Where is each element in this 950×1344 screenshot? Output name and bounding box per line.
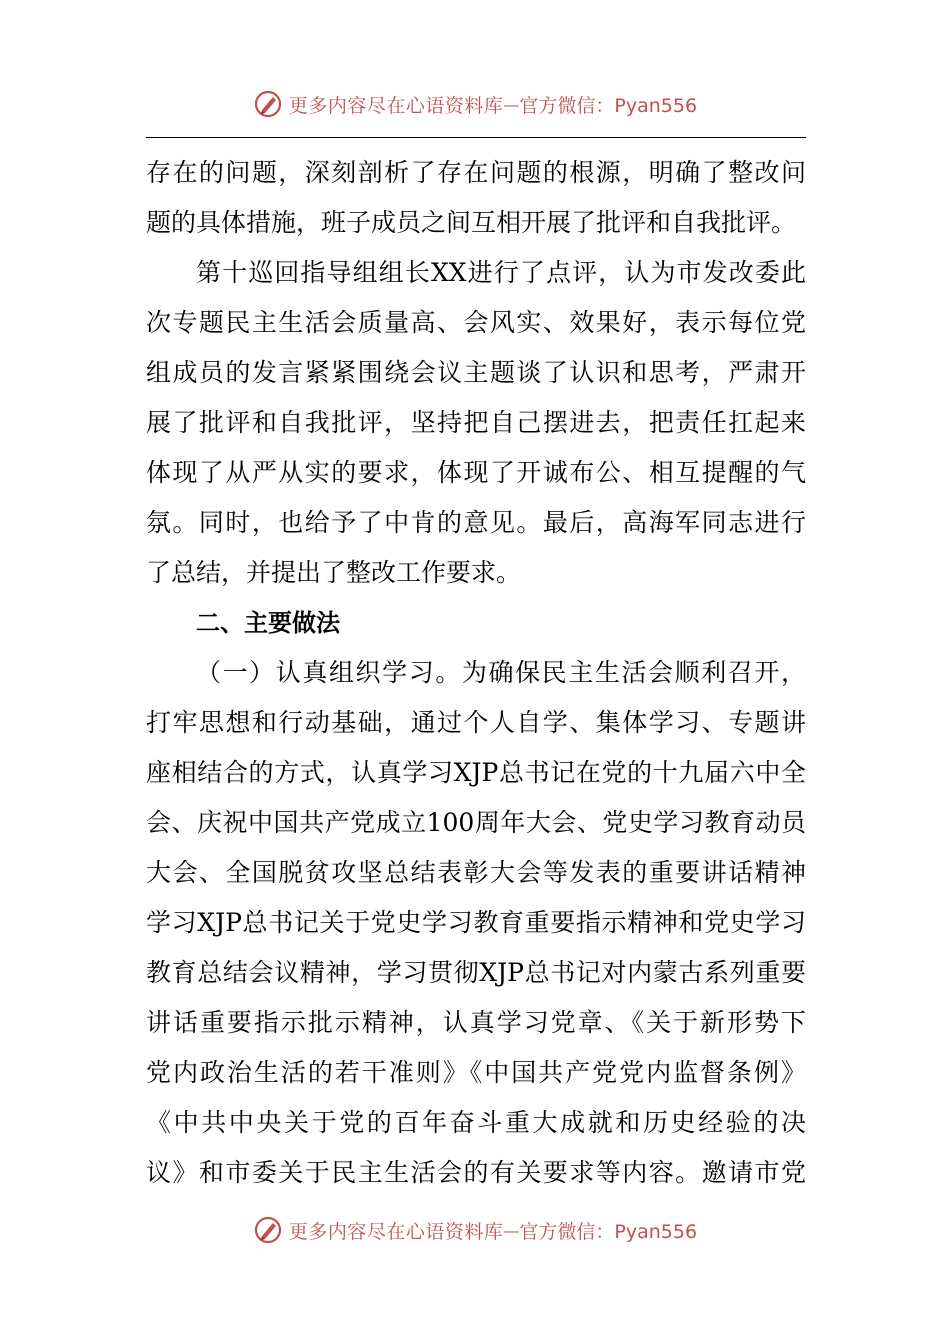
paragraph-line: 题的具体措施，班子成员之间互相开展了批评和自我批评。 — [146, 208, 797, 237]
paragraph-line: 座相结合的方式，认真学习XJP总书记在党的十九届六中全 — [146, 758, 806, 787]
paragraph-line: 打牢思想和行动基础，通过个人自学、集体学习、专题讲 — [146, 708, 806, 737]
paragraph-line: 会、庆祝中国共产党成立100周年大会、党史学习教育动员 — [146, 808, 806, 837]
watermark-separator: — — [503, 1220, 520, 1240]
section-heading: 二、主要做法 — [196, 609, 340, 637]
paragraph-line: 存在的问题，深刻剖析了存在问题的根源，明确了整改问 — [146, 158, 806, 187]
watermark-contact: 官方微信：Pyan556 — [519, 1220, 698, 1243]
paragraph-line: （一）认真组织学习。为确保民主生活会顺利召开， — [196, 658, 806, 687]
paragraph-line: 展了批评和自我批评，坚持把自己摆进去，把责任扛起来 — [146, 408, 806, 437]
watermark-text: 更多内容尽在心语资料库 — [288, 1220, 504, 1243]
document-body — [146, 148, 806, 1198]
paragraph-line: 体现了从严从实的要求，体现了开诚布公、相互提醒的气 — [146, 458, 806, 487]
paragraph-line: 组成员的发言紧紧围绕会议主题谈了认识和思考，严肃开 — [146, 358, 806, 387]
header-rule — [146, 137, 806, 138]
footer-watermark — [0, 1210, 950, 1250]
paragraph-line: 第十巡回指导组组长XX进行了点评，认为市发改委此 — [196, 258, 806, 287]
paragraph-line: 了总结，并提出了整改工作要求。 — [146, 558, 522, 587]
paragraph-line: 氛。同时，也给予了中肯的意见。最后，高海军同志进行 — [146, 508, 806, 537]
pen-logo-icon — [253, 1215, 283, 1245]
paragraph-line: 《中共中央关于党的百年奋斗重大成就和历史经验的决 — [146, 1108, 806, 1137]
paragraph-line: 教育总结会议精神，学习贯彻XJP总书记对内蒙古系列重要 — [146, 958, 806, 987]
paragraph-line: 学习XJP总书记关于党史学习教育重要指示精神和党史学习 — [146, 908, 806, 937]
paragraph-line: 党内政治生活的若干准则》《中国共产党党内监督条例》 — [146, 1058, 806, 1087]
watermark-separator: — — [503, 94, 520, 114]
paragraph-line: 大会、全国脱贫攻坚总结表彰大会等发表的重要讲话精神 — [146, 858, 806, 887]
header-watermark — [0, 84, 950, 124]
paragraph-line: 议》和市委关于民主生活会的有关要求等内容。邀请市党 — [146, 1158, 806, 1187]
pen-logo-icon — [253, 89, 283, 119]
paragraph-line: 讲话重要指示批示精神，认真学习党章、《关于新形势下 — [146, 1008, 806, 1037]
watermark-contact: 官方微信：Pyan556 — [519, 94, 698, 117]
paragraph-line: 次专题民主生活会质量高、会风实、效果好，表示每位党 — [146, 308, 806, 337]
watermark-text: 更多内容尽在心语资料库 — [288, 94, 504, 117]
